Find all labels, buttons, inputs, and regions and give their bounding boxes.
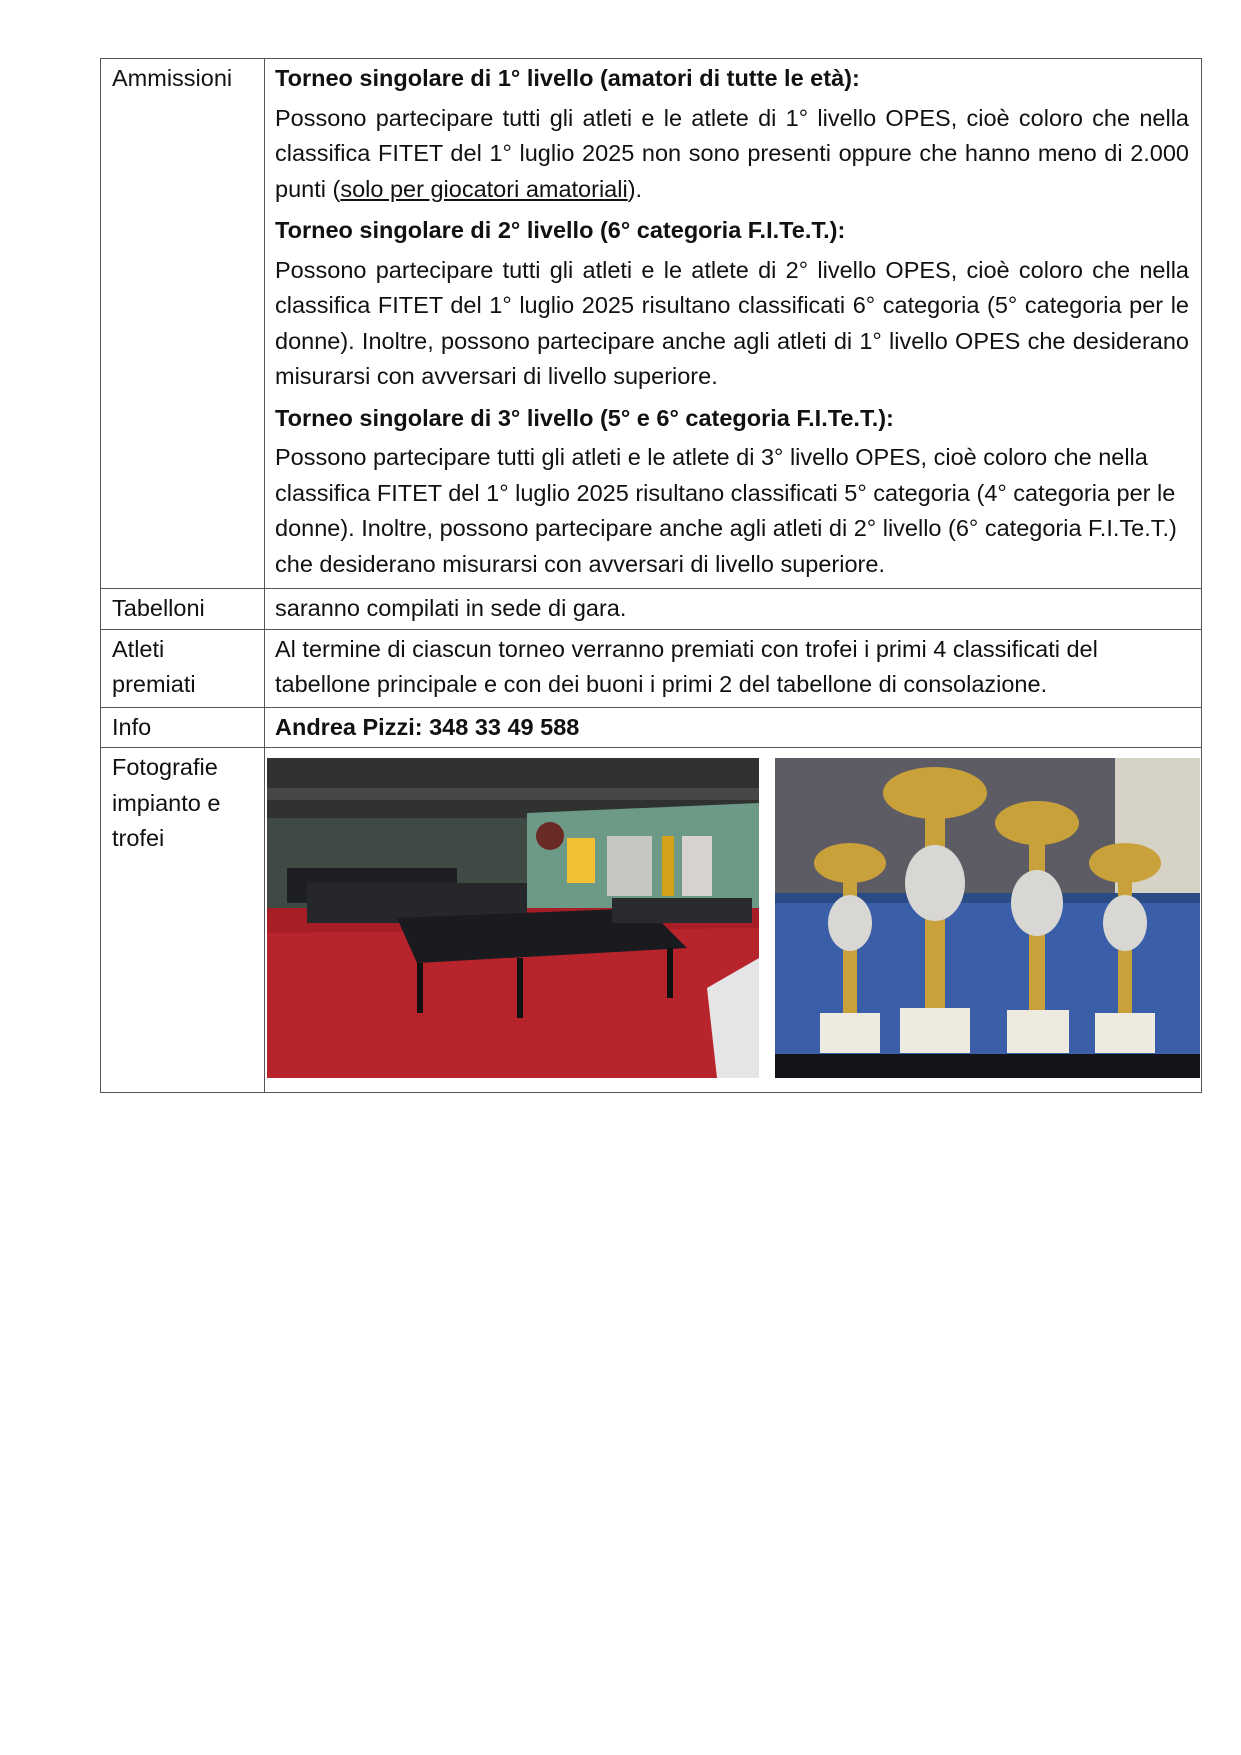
row-atleti-premiati bbox=[101, 629, 1202, 707]
info-contact: Andrea Pizzi: 348 33 49 588 bbox=[265, 707, 1202, 748]
level1-text: Possono partecipare tutti gli atleti e le atlete di 1° livello OPES, cioè coloro che nella classifica FITET del 1° luglio 2025 non sono presenti oppure che hanno meno di 2.000 punti (solo per giocatori amatoriali). bbox=[275, 104, 1189, 202]
row-info bbox=[101, 707, 1202, 748]
content-atleti-premiati: Al termine di ciascun torneo verranno premiati con trofei i primi 4 classificati del tabellone principale e con dei buoni i primi 2 del tabellone di consolazione. bbox=[265, 629, 1202, 707]
label-fotografie: Fotografie impianto e trofei bbox=[101, 748, 265, 1093]
label-tabelloni: Tabelloni bbox=[101, 589, 265, 630]
venue-photo bbox=[267, 758, 759, 1078]
level3-text: Possono partecipare tutti gli atleti e le atlete di 3° livello OPES, cioè coloro che nella classifica FITET del 1° luglio 2025 risultano classificati 5° categoria (4° categoria per le donne). Inoltre, possono partecipare anche agli atleti di 2° livello (6° categoria F.I.Te.T.) che desiderano misurarsi con avversari di livello superiore. bbox=[275, 444, 1177, 577]
regulations-table bbox=[100, 58, 1202, 1093]
trophies-photo bbox=[775, 758, 1200, 1078]
level1-underlined-note: solo per giocatori amatoriali bbox=[340, 175, 628, 202]
row-fotografie bbox=[101, 748, 1202, 1093]
label-atleti-premiati: Atleti premiati bbox=[101, 629, 265, 707]
content-fotografie bbox=[265, 748, 1202, 1093]
level1-heading: Torneo singolare di 1° livello (amatori di tutte le età): bbox=[275, 65, 860, 91]
label-ammissioni: Ammissioni bbox=[101, 59, 265, 589]
level2-heading: Torneo singolare di 2° livello (6° categoria F.I.Te.T.): bbox=[275, 217, 846, 243]
content-ammissioni bbox=[265, 59, 1202, 589]
content-tabelloni: saranno compilati in sede di gara. bbox=[265, 589, 1202, 630]
label-info: Info bbox=[101, 707, 265, 748]
level3-heading: Torneo singolare di 3° livello (5° e 6° categoria F.I.Te.T.): bbox=[275, 404, 894, 431]
photos-container bbox=[265, 748, 1201, 1078]
row-ammissioni bbox=[101, 59, 1202, 589]
row-tabelloni bbox=[101, 589, 1202, 630]
level2-text: Possono partecipare tutti gli atleti e le atlete di 2° livello OPES, cioè coloro che nella classifica FITET del 1° luglio 2025 risultano classificati 6° categoria (5° categoria per le donne). Inoltre, possono partecipare anche agli atleti di 1° livello OPES che desiderano misurarsi con avversari di livello superiore. bbox=[275, 256, 1189, 389]
